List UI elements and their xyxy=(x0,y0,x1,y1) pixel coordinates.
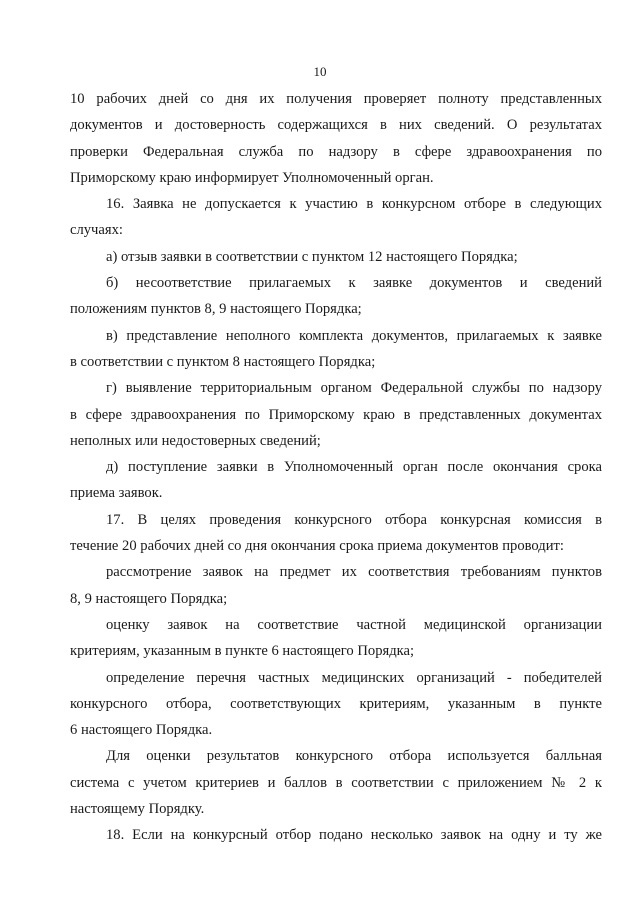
document-body xyxy=(70,86,602,849)
text-line: 17. В целях проведения конкурсного отбора конкурсная комиссия в xyxy=(106,511,602,528)
text-line: система с учетом критериев и баллов в соответствии с приложением № 2 к xyxy=(70,774,602,791)
text-line: 10 рабочих дней со дня их получения проверяет полноту представленных xyxy=(70,91,602,107)
text-line: а) отзыв заявки в соответствии с пунктом 12 настоящего Порядка; xyxy=(106,248,518,265)
text-line: течение 20 рабочих дней со дня окончания срока приема документов проводит: xyxy=(70,538,564,555)
text-line: конкурсного отбора, соответствующих критериям, указанным в пункте xyxy=(70,695,602,712)
text-line: приема заявок. xyxy=(70,485,163,502)
page-number: 10 xyxy=(313,64,327,79)
text-line: в) представление неполного комплекта документов, прилагаемых к заявке xyxy=(106,327,602,344)
text-line: определение перечня частных медицинских организаций - победителей xyxy=(106,669,602,686)
text-line: документов и достоверность содержащихся в них сведений. О результатах xyxy=(70,117,602,134)
text-line: случаях: xyxy=(70,222,123,239)
text-line: проверки Федеральная служба по надзору в сфере здравоохранения по xyxy=(70,143,602,160)
text-line: 8, 9 настоящего Порядка; xyxy=(70,590,228,607)
text-line: критериям, указанным в пункте 6 настоящего Порядка; xyxy=(70,643,415,660)
text-line: оценку заявок на соответствие частной медицинской организации xyxy=(106,616,602,633)
text-line: б) несоответствие прилагаемых к заявке документов и сведений xyxy=(106,275,602,292)
text-line: положениям пунктов 8, 9 настоящего Порядка; xyxy=(70,301,362,318)
text-line: 18. Если на конкурсный отбор подано несколько заявок на одну и ту же xyxy=(106,827,602,844)
text-line: настоящему Порядку. xyxy=(70,801,205,818)
text-line: 16. Заявка не допускается к участию в конкурсном отборе в следующих xyxy=(106,196,602,213)
text-line: д) поступление заявки в Уполномоченный орган после окончания срока xyxy=(106,459,602,476)
text-line: рассмотрение заявок на предмет их соответствия требованиям пунктов xyxy=(106,564,602,581)
text-line: 6 настоящего Порядка. xyxy=(70,722,213,739)
text-line: Приморскому краю информирует Уполномоченный орган. xyxy=(70,169,434,186)
text-line: в соответствии с пунктом 8 настоящего Порядка; xyxy=(70,353,376,370)
text-line: Для оценки результатов конкурсного отбора используется балльная xyxy=(106,748,602,765)
text-line: г) выявление территориальным органом Федеральной службы по надзору xyxy=(106,380,602,397)
text-line: неполных или недостоверных сведений; xyxy=(70,432,321,449)
text-line: в сфере здравоохранения по Приморскому краю в представленных документах xyxy=(70,406,602,423)
